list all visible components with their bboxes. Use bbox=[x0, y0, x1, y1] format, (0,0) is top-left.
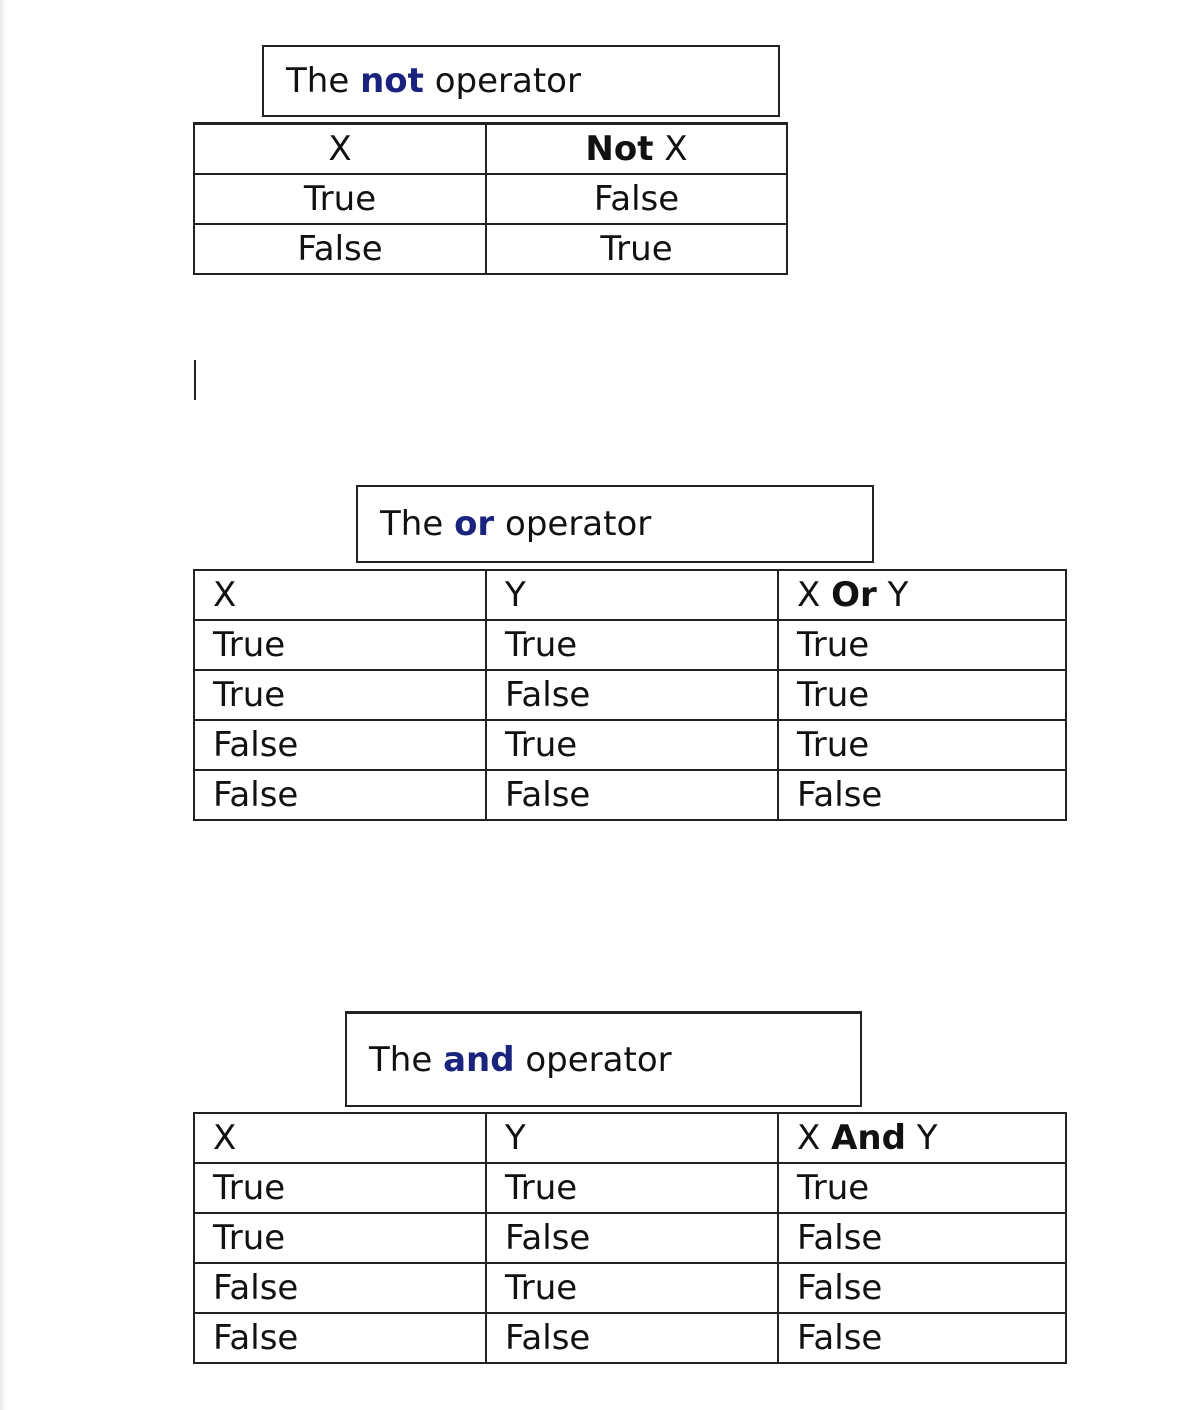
table-cell: True bbox=[194, 620, 486, 670]
table-row bbox=[194, 770, 1066, 820]
caption-keyword: not bbox=[360, 61, 424, 101]
header-bold-part: Or bbox=[831, 575, 877, 615]
table-cell: True bbox=[194, 174, 486, 224]
table-cell: False bbox=[486, 1213, 778, 1263]
header-bold-part: And bbox=[831, 1118, 906, 1158]
table-cell: False bbox=[778, 1313, 1066, 1363]
table-cell: True bbox=[778, 620, 1066, 670]
table-cell: True bbox=[486, 720, 778, 770]
and-operator-caption bbox=[345, 1011, 862, 1107]
table-cell: True bbox=[486, 620, 778, 670]
header-cell-x: X bbox=[194, 1113, 486, 1163]
header-post-part: Y bbox=[887, 575, 909, 615]
table-cell: False bbox=[486, 770, 778, 820]
page-edge-shadow bbox=[0, 0, 6, 1410]
header-cell-not-x bbox=[486, 124, 787, 174]
caption-keyword: and bbox=[443, 1039, 515, 1080]
table-cell: False bbox=[778, 1263, 1066, 1313]
table-row bbox=[194, 620, 1066, 670]
caption-suffix: operator bbox=[525, 1039, 672, 1080]
table-cell: False bbox=[194, 224, 486, 274]
table-row bbox=[194, 1213, 1066, 1263]
or-truth-table bbox=[193, 569, 1067, 821]
header-cell-y: Y bbox=[486, 570, 778, 620]
caption-keyword: or bbox=[454, 504, 495, 544]
caption-prefix: The bbox=[380, 504, 444, 544]
table-cell: True bbox=[194, 1213, 486, 1263]
table-cell: False bbox=[194, 770, 486, 820]
table-row bbox=[194, 670, 1066, 720]
table-row bbox=[194, 1313, 1066, 1363]
table-row bbox=[194, 1263, 1066, 1313]
table-header-row bbox=[194, 570, 1066, 620]
header-cell-x: X bbox=[194, 124, 486, 174]
header-pre-part: X bbox=[797, 1118, 821, 1158]
table-row bbox=[194, 720, 1066, 770]
table-cell: False bbox=[486, 670, 778, 720]
not-truth-table bbox=[193, 122, 788, 275]
caption-suffix: operator bbox=[434, 61, 581, 101]
caption-suffix: operator bbox=[505, 504, 652, 544]
table-cell: True bbox=[194, 1163, 486, 1213]
table-cell: False bbox=[486, 174, 787, 224]
table-cell: False bbox=[194, 720, 486, 770]
table-cell: False bbox=[778, 770, 1066, 820]
table-cell: True bbox=[486, 1263, 778, 1313]
not-operator-caption bbox=[262, 45, 780, 117]
table-cell: True bbox=[778, 670, 1066, 720]
table-cell: True bbox=[194, 670, 486, 720]
header-pre-part: X bbox=[797, 575, 821, 615]
or-operator-caption bbox=[356, 485, 874, 563]
text-cursor bbox=[194, 360, 196, 400]
header-bold-part: Not bbox=[585, 128, 654, 169]
header-cell-x: X bbox=[194, 570, 486, 620]
table-row bbox=[194, 1163, 1066, 1213]
table-cell: True bbox=[778, 720, 1066, 770]
table-cell: False bbox=[486, 1313, 778, 1363]
table-cell: True bbox=[486, 224, 787, 274]
header-rest-part: X bbox=[664, 128, 688, 169]
header-post-part: Y bbox=[916, 1118, 938, 1158]
table-cell: False bbox=[778, 1213, 1066, 1263]
table-cell: False bbox=[194, 1313, 486, 1363]
table-cell: False bbox=[194, 1263, 486, 1313]
table-row bbox=[194, 174, 787, 224]
table-cell: True bbox=[486, 1163, 778, 1213]
header-cell-x-and-y bbox=[778, 1113, 1066, 1163]
table-row bbox=[194, 224, 787, 274]
and-truth-table bbox=[193, 1112, 1067, 1364]
table-cell: True bbox=[778, 1163, 1066, 1213]
table-header-row bbox=[194, 124, 787, 174]
caption-prefix: The bbox=[286, 61, 350, 101]
table-header-row bbox=[194, 1113, 1066, 1163]
header-cell-y: Y bbox=[486, 1113, 778, 1163]
caption-prefix: The bbox=[369, 1039, 433, 1080]
header-cell-x-or-y bbox=[778, 570, 1066, 620]
